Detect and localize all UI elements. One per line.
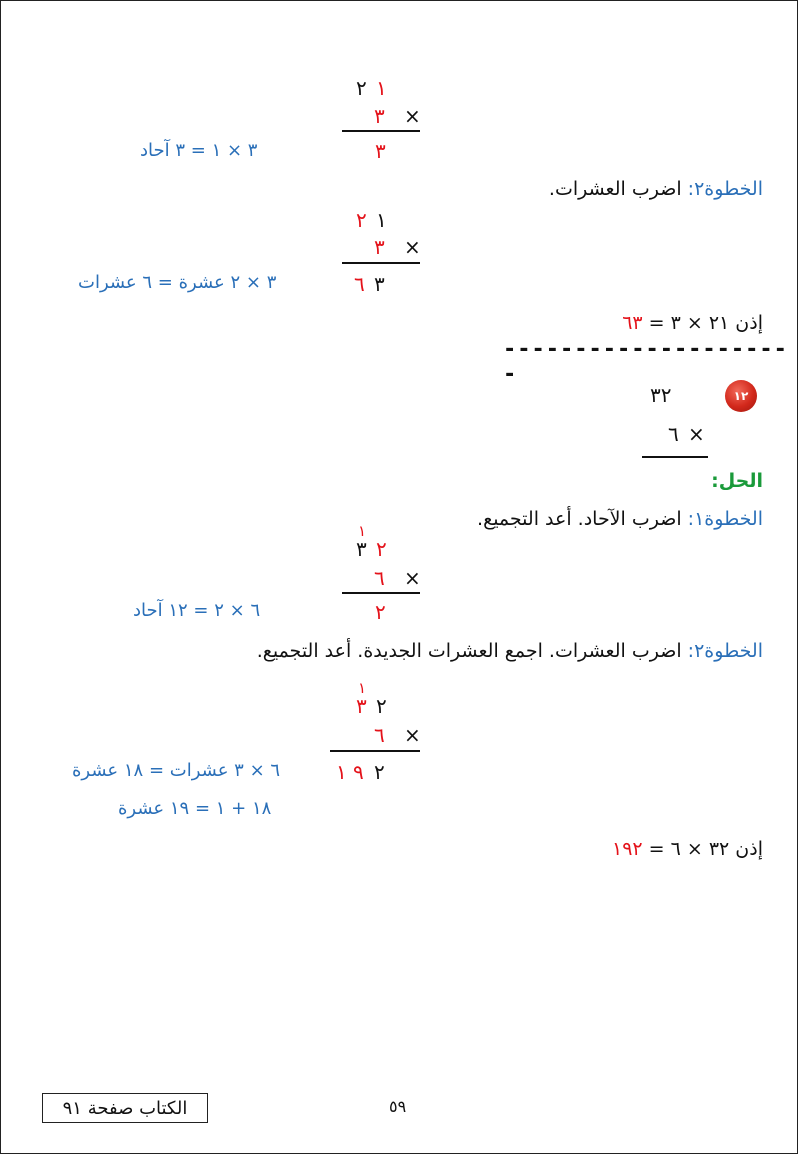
p1b-ones: ١	[376, 208, 387, 232]
p1b-annotation: ٣ × ٢ عشرة = ٦ عشرات	[78, 272, 277, 293]
book-page-reference-text: الكتاب صفحة ٩١	[62, 1097, 188, 1119]
p1-step2	[549, 178, 763, 200]
p12-s2-annotation-a: ٦ × ٣ عشرات = ١٨ عشرة	[72, 760, 281, 781]
p12-step2	[257, 640, 763, 662]
p1-top-ones: ١	[376, 76, 387, 100]
p12-s2-tens: ٣	[356, 694, 367, 718]
p12-s2-rule	[330, 750, 420, 752]
p12-times-sign: ×	[688, 422, 705, 446]
p12-s2-carry: ١	[358, 679, 367, 697]
problem-number-badge	[725, 380, 757, 412]
p12-s1-tens: ٣	[356, 537, 367, 561]
p12-step1	[477, 508, 763, 530]
page-number: ٥٩	[389, 1097, 407, 1116]
p12-rule	[642, 456, 708, 458]
p12-s1-result: ٢	[375, 600, 386, 624]
p1b-result-tens: ٦	[354, 272, 365, 296]
p12-multiplier: ٦	[668, 422, 679, 446]
p12-s2-ones: ٢	[376, 694, 387, 718]
p1-conclusion-result: ٦٣	[622, 312, 643, 334]
p1b-times-sign: ×	[404, 235, 421, 259]
p1-times-sign: ×	[404, 104, 421, 128]
p12-s2-annotation-b: ١٨ + ١ = ١٩ عشرة	[118, 798, 272, 819]
p12-conclusion-prefix: إذن ٣٢ × ٦ =	[648, 838, 763, 860]
p1b-tens: ٢	[356, 208, 367, 232]
p12-s2-result-ones: ٢	[374, 760, 385, 784]
book-page-reference	[42, 1093, 208, 1123]
dashed-separator: ---------------------	[503, 337, 788, 387]
p12-conclusion	[612, 838, 763, 860]
p12-s1-annotation: ٦ × ٢ = ١٢ آحاد	[133, 600, 261, 621]
p12-s1-times-sign: ×	[404, 566, 421, 590]
p12-step2-label: الخطوة٢:	[687, 640, 763, 662]
p12-s2-times-sign: ×	[404, 723, 421, 747]
p12-s2-result-tens: ٩	[353, 760, 364, 784]
p1-rule	[342, 130, 420, 132]
p12-s1-rule	[342, 592, 420, 594]
p12-step1-label: الخطوة١:	[687, 508, 763, 530]
p1-multiplier: ٣	[374, 104, 385, 128]
p12-conclusion-result: ١٩٢	[611, 838, 643, 860]
p12-s2-result-hundreds: ١	[336, 760, 347, 784]
problem-number: ١٢	[733, 389, 749, 403]
p1b-multiplier: ٣	[374, 235, 385, 259]
p1b-result-ones: ٣	[374, 272, 385, 296]
p1-conclusion-prefix: إذن ٢١ × ٣ =	[648, 312, 763, 334]
p12-step2-text: اضرب العشرات. اجمع العشرات الجديدة. أعد التجميع.	[256, 640, 682, 662]
solution-label: الحل:	[711, 470, 763, 492]
p1-conclusion	[622, 312, 763, 334]
p12-s1-multiplier: ٦	[374, 566, 385, 590]
p1b-rule	[342, 262, 420, 264]
p1-step2-text: اضرب العشرات.	[548, 178, 682, 200]
p12-s1-ones: ٢	[376, 537, 387, 561]
p1-step2-label: الخطوة٢:	[687, 178, 763, 200]
p12-s2-multiplier: ٦	[374, 723, 385, 747]
p1-annotation: ٣ × ١ = ٣ آحاد	[140, 140, 258, 161]
p12-multiplicand: ٣٢	[650, 383, 672, 407]
p1-result: ٣	[375, 139, 386, 163]
p12-step1-text: اضرب الآحاد. أعد التجميع.	[477, 508, 682, 530]
p1-top-tens: ٢	[356, 76, 367, 100]
p12-s1-carry: ١	[358, 522, 367, 540]
